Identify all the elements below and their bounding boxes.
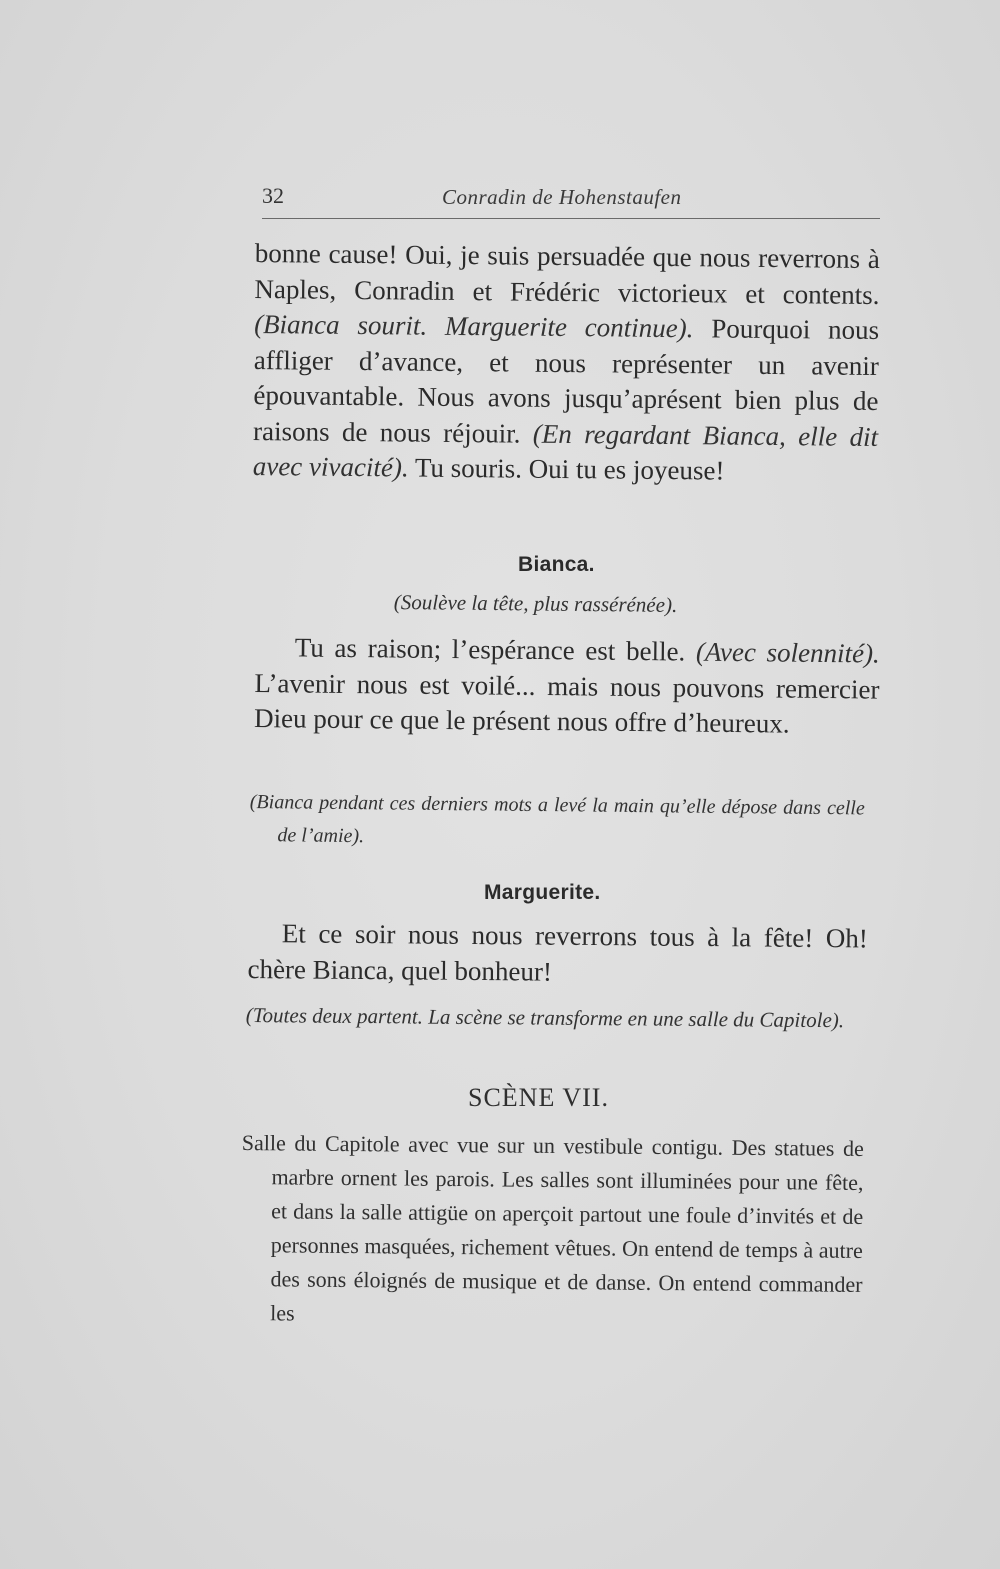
scene-heading: SCÈNE VII. xyxy=(468,1083,609,1112)
page-header xyxy=(262,183,880,223)
dialogue-text: bonne cause! Oui, je suis persuadée que nous reverrons à Naples, Conradin et Frédéric victorieux et contents. xyxy=(254,237,880,310)
header-rule xyxy=(262,218,880,219)
speaker-name-bianca: Bianca. xyxy=(518,553,595,576)
speaker-name-marguerite: Marguerite. xyxy=(484,881,601,904)
dialogue-paragraph-1 xyxy=(253,236,880,490)
running-title: Conradin de Hohenstaufen xyxy=(442,185,682,209)
stage-direction: (Toutes deux partent. La scène se transforme en une salle du Capitole). xyxy=(245,1002,845,1033)
dialogue-text: Pourquoi nous affliger d’avance, et nous représenter un avenir épouvantable. Nous avons jusqu’aprésent bien plus de raisons de nous réjouir. xyxy=(252,313,880,449)
dialogue-text: L’avenir nous est voilé... mais nous pouvons remercier Dieu pour ce que le présent nous offre d’heureux. xyxy=(253,667,880,739)
stage-direction-inline: (Bianca sourit. Marguerite continue). xyxy=(254,308,694,344)
stage-direction-inline: (En regardant Bianca, elle dit avec vivacité). xyxy=(252,418,879,483)
stage-direction: (Bianca pendant ces derniers mots a levé la main qu’elle dépose dans celle de l’amie). xyxy=(249,790,865,848)
dialogue-paragraph-2 xyxy=(254,630,880,743)
dialogue-text: Tu souris. Oui tu es joyeuse! xyxy=(408,452,725,486)
stage-direction: (Soulève la tête, plus rassérénée). xyxy=(393,590,678,617)
dialogue-text: Tu as raison; l’espérance est belle. xyxy=(294,632,697,667)
scene-description: Salle du Capitole avec vue sur un vestibule contigu. Des statues de marbre ornent les parois. Les salles sont illuminées pour une fête, et dans la salle attigüe on aperçoit partout une foule d’invités et de personnes masquées, richement vêtues. On entend de temps à autre des sons éloignés de musique et de danse. On entend commander les xyxy=(241,1129,864,1326)
page-number: 32 xyxy=(262,183,284,208)
dialogue-paragraph-3: Et ce soir nous nous reverrons tous à la fête! Oh! chère Bianca, quel bonheur! xyxy=(247,918,868,987)
stage-direction-inline: (Avec solennité). xyxy=(695,636,880,669)
